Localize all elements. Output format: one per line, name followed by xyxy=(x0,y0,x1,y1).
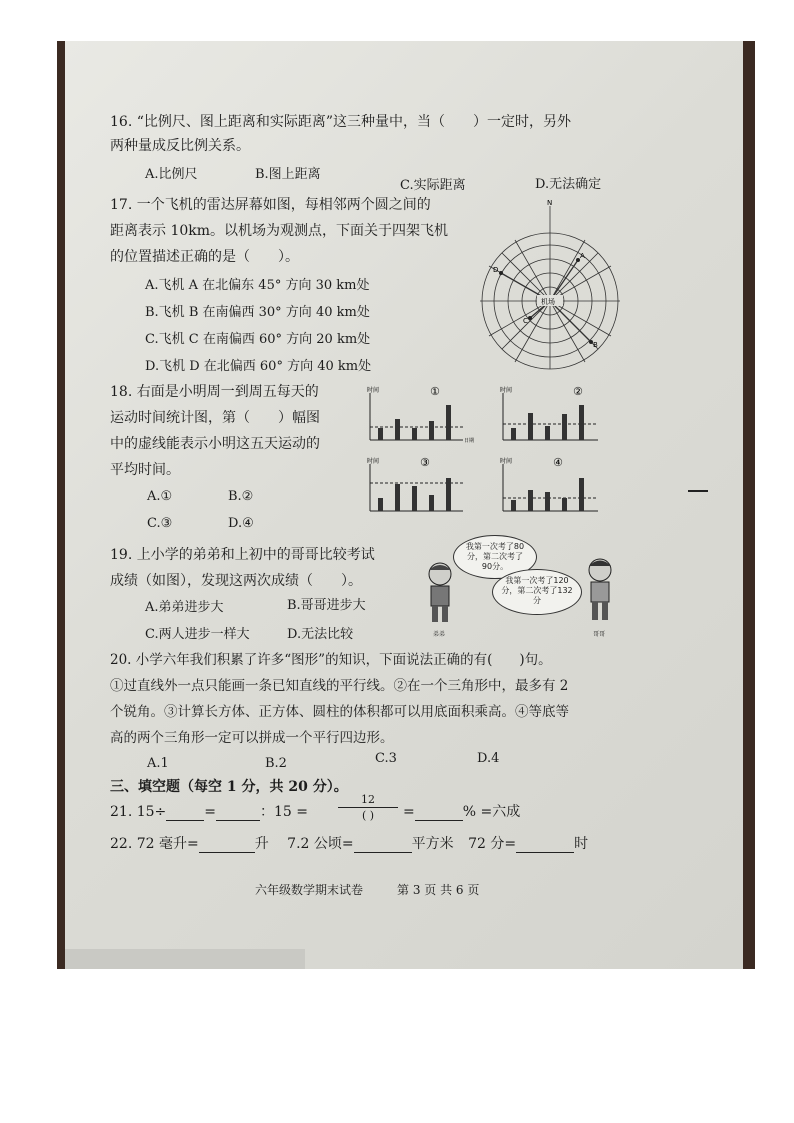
q22-unit-2: 平方米 xyxy=(411,836,454,852)
chart3-title: ③ xyxy=(420,456,430,469)
q17-option-c: C.飞机 C 在南偏西 60° 方向 20 km处 xyxy=(145,332,371,347)
radar-north-label: N xyxy=(547,199,553,207)
q22-unit-3: 时 xyxy=(574,836,589,852)
q17-option-d: D.飞机 D 在北偏西 60° 方向 40 km处 xyxy=(145,359,372,374)
q21-numerator: 12 xyxy=(361,793,375,806)
q21-row xyxy=(110,803,308,821)
photo-background xyxy=(57,41,755,969)
q22-blank-2[interactable] xyxy=(354,852,412,853)
q21-tail xyxy=(403,803,520,821)
q18-line2: 运动时间统计图，第（ ）幅图 xyxy=(110,410,320,426)
q17-option-b: B.飞机 B 在南偏西 30° 方向 40 km处 xyxy=(145,305,370,320)
q22-blank-1[interactable] xyxy=(199,852,255,853)
q22-mid2: 72 分= xyxy=(468,836,517,852)
q20-option-c: C.3 xyxy=(375,751,397,766)
q16-option-a: A.比例尺 xyxy=(145,167,198,182)
older-brother-figure xyxy=(582,554,618,626)
q22-unit-1: 升 xyxy=(254,836,269,852)
chart1-y-label: 时间 xyxy=(367,387,380,394)
chart1-title: ① xyxy=(430,385,440,398)
radar-plane-c: C xyxy=(523,317,528,325)
older-brother-name: 哥哥 xyxy=(593,631,606,638)
section-3-heading: 三、填空题（每空 1 分，共 20 分）。 xyxy=(110,779,348,795)
chart2-title: ② xyxy=(573,385,583,398)
q18-line3: 中的虚线能表示小明这五天运动的 xyxy=(110,436,320,452)
bar-chart-3 xyxy=(365,454,480,516)
q16-line2: 两种量成反比例关系。 xyxy=(110,138,250,154)
q20-line2: ①过直线外一点只能画一条已知直线的平行线。②在一个三角形中，最多有 2 xyxy=(110,678,569,694)
q21-blank-3[interactable] xyxy=(415,820,463,821)
radar-center-label: 机场 xyxy=(541,298,555,306)
q22-prefix: 22. 72 毫升= xyxy=(110,836,199,852)
q19-option-a: A.弟弟进步大 xyxy=(145,600,224,615)
q20-option-b: B.2 xyxy=(265,756,287,771)
chart4-y-label: 时间 xyxy=(500,458,513,465)
paper-shadow xyxy=(65,949,305,969)
q21-fraction xyxy=(338,793,398,822)
bar-chart-2 xyxy=(498,383,613,445)
q18-option-c: C.③ xyxy=(147,516,173,531)
q18-option-b: B.② xyxy=(228,489,254,504)
younger-brother-name: 弟弟 xyxy=(433,631,446,638)
q21-prefix: 21. 15÷ xyxy=(110,804,167,820)
chart2-y-label: 时间 xyxy=(500,387,513,394)
q20-line1: 20. 小学六年我们积累了许多“图形”的知识，下面说法正确的有( )句。 xyxy=(110,652,552,668)
footer-title: 六年级数学期末试卷 xyxy=(255,883,364,897)
footer-page: 第 3 页 共 6 页 xyxy=(397,883,480,897)
q18-option-a: A.① xyxy=(147,489,173,504)
q20-line4: 高的两个三角形一定可以拼成一个平行四边形。 xyxy=(110,730,394,746)
q22-mid: 7.2 公顷= xyxy=(287,836,354,852)
radar-diagram xyxy=(475,196,625,371)
q21-eq2: = xyxy=(403,804,415,820)
exam-page xyxy=(65,41,743,969)
q16-option-d: D.无法确定 xyxy=(535,177,602,192)
q17-line2: 距离表示 10km。以机场为观测点，下面关于四架飞机 xyxy=(110,223,449,239)
bar-chart-1 xyxy=(365,383,480,445)
q20-option-d: D.4 xyxy=(477,751,500,766)
q21-denominator: ( ) xyxy=(361,809,375,822)
speech-bubble-brother-small: 我第一次考了80分，第二次考了90分。 xyxy=(453,535,537,579)
q21-percent: % =六成 xyxy=(462,804,521,820)
q18-option-d: D.④ xyxy=(228,516,254,531)
q21-eq: = xyxy=(204,804,216,820)
q19-option-c: C.两人进步一样大 xyxy=(145,627,250,642)
q21-colon15: ：15 = xyxy=(260,804,308,820)
chart1-x-label: 日期 xyxy=(464,438,475,444)
q19-line1: 19. 上小学的弟弟和上初中的哥哥比较考试 xyxy=(110,547,375,563)
q17-line3: 的位置描述正确的是（ ）。 xyxy=(110,249,299,265)
margin-mark xyxy=(688,490,708,492)
radar-plane-d: D xyxy=(493,266,499,274)
q19-option-b: B.哥哥进步大 xyxy=(287,598,366,613)
q18-line1: 18. 右面是小明周一到周五每天的 xyxy=(110,384,319,400)
q19-option-d: D.无法比较 xyxy=(287,627,354,642)
chart4-title: ④ xyxy=(553,456,563,469)
bar-chart-4 xyxy=(498,454,613,516)
chart3-y-label: 时间 xyxy=(367,458,380,465)
q22-blank-3[interactable] xyxy=(516,852,574,853)
q18-line4: 平均时间。 xyxy=(110,462,180,478)
radar-plane-b: B xyxy=(593,341,598,349)
q22-row xyxy=(110,835,588,853)
q21-blank-2[interactable] xyxy=(216,820,260,821)
q19-line2: 成绩（如图），发现这两次成绩（ ）。 xyxy=(110,573,362,589)
q16-option-b: B.图上距离 xyxy=(255,167,321,182)
q21-blank-1[interactable] xyxy=(166,820,204,821)
q16-option-c: C.实际距离 xyxy=(400,178,466,193)
q20-line3: 个锐角。③计算长方体、正方体、圆柱的体积都可以用底面积乘高。④等底等 xyxy=(110,704,569,720)
q17-option-a: A.飞机 A 在北偏东 45° 方向 30 km处 xyxy=(145,278,370,293)
q16-line1: 16. “比例尺、图上距离和实际距离”这三种量中，当（ ）一定时，另外 xyxy=(110,114,572,130)
radar-plane-a: A xyxy=(580,252,585,260)
q20-option-a: A.1 xyxy=(147,756,169,771)
younger-brother-figure xyxy=(420,558,460,628)
q17-line1: 17. 一个飞机的雷达屏幕如图，每相邻两个圆之间的 xyxy=(110,197,431,213)
speech-bubble-brother-big: 我第一次考了120分，第二次考了132分 xyxy=(492,569,582,615)
